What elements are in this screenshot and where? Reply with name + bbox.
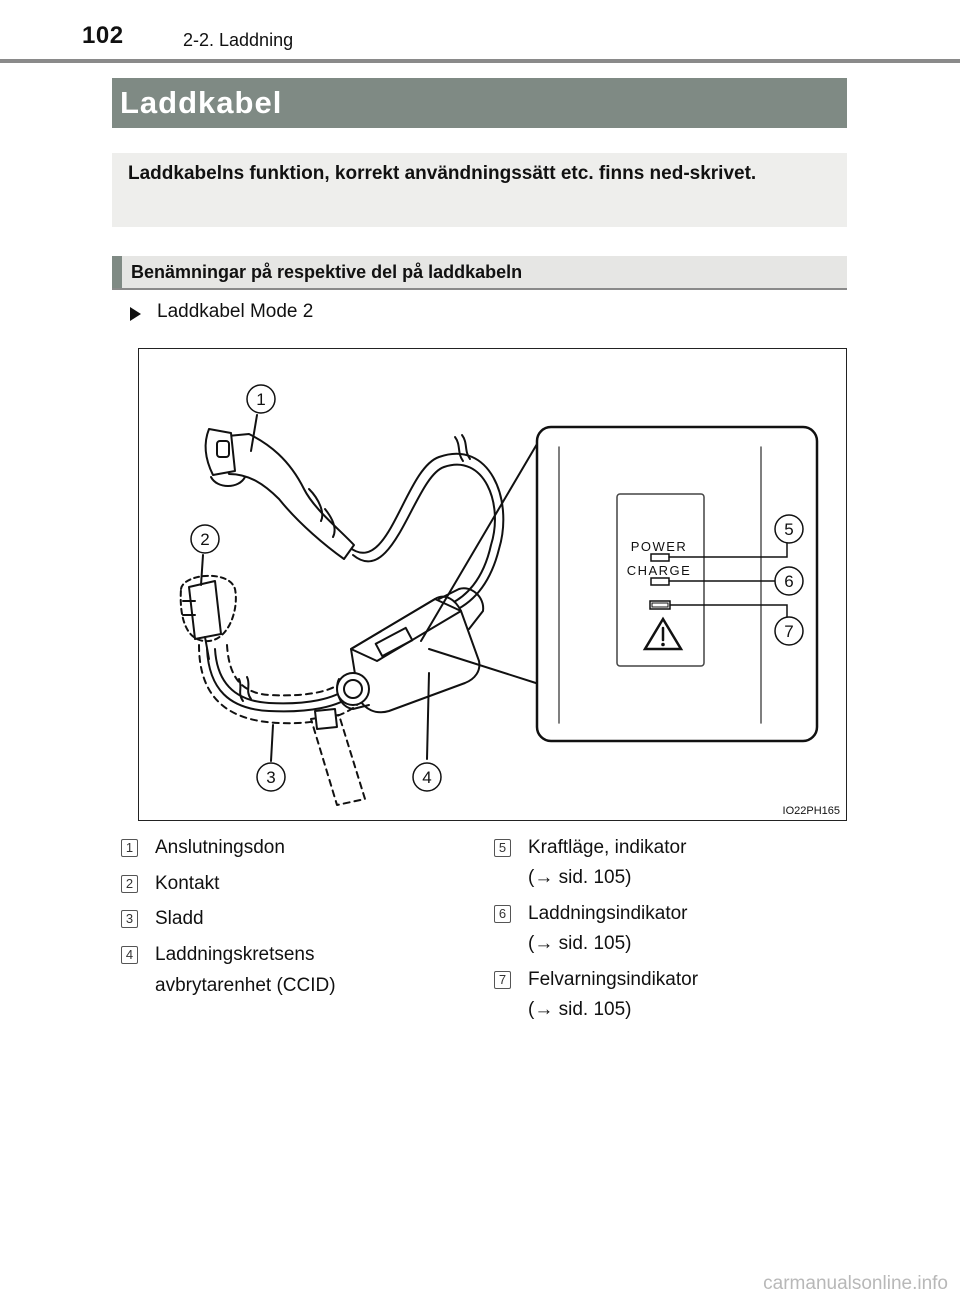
legend-text: Anslutningsdon xyxy=(155,837,285,858)
cable-upper-line-inner xyxy=(353,465,495,604)
header-rule xyxy=(0,59,960,63)
subheading-accent xyxy=(112,256,122,288)
callout-leader-2 xyxy=(201,555,203,585)
plug-body xyxy=(189,581,221,639)
callout-6: 6 xyxy=(784,572,794,591)
triangle-bullet-icon xyxy=(130,307,141,321)
legend-text: Kontakt xyxy=(155,873,220,894)
legend-text: Felvarningsindikator xyxy=(528,969,699,990)
callout-1: 1 xyxy=(256,390,266,409)
bullet-text: Laddkabel Mode 2 xyxy=(157,301,314,322)
subheading xyxy=(112,256,847,290)
legend-text-line2: (→ sid. 105) xyxy=(528,867,632,888)
legend-number: 3 xyxy=(121,910,138,928)
legend-text-line2: avbrytarenhet (CCID) xyxy=(155,975,336,996)
charging-cable-illustration xyxy=(139,349,845,819)
cable-lower-break xyxy=(247,677,251,699)
legend-text: Kraftläge, indikator xyxy=(528,837,687,858)
cable-lower-dashed xyxy=(227,645,345,695)
legend-text: Sladd xyxy=(155,908,204,929)
callout-leader-3 xyxy=(271,725,273,761)
intro-text: Laddkabelns funktion, korrekt användningssätt etc. finns ned-skrivet. xyxy=(128,163,757,184)
callout-2: 2 xyxy=(200,530,210,549)
legend-text-line2: (→ sid. 105) xyxy=(528,999,632,1020)
title-bar xyxy=(112,78,847,128)
watermark: carmanualsonline.info xyxy=(763,1273,948,1294)
cable-tag-clip xyxy=(315,709,337,729)
page-title: Laddkabel xyxy=(120,85,283,120)
power-label: POWER xyxy=(630,539,688,554)
legend-number: 6 xyxy=(494,905,511,923)
ccid-end-ring xyxy=(337,673,369,705)
power-indicator-light xyxy=(651,554,669,561)
legend-number: 7 xyxy=(494,971,511,989)
connector-cap xyxy=(211,477,245,486)
legend-number: 2 xyxy=(121,875,138,893)
cable-upper-line xyxy=(349,454,503,611)
callout-4: 4 xyxy=(422,768,432,787)
connector-face xyxy=(206,429,235,475)
error-indicator-light-inner xyxy=(652,603,668,607)
connector-body xyxy=(217,434,354,559)
charging-cable-figure xyxy=(138,348,847,821)
callout-3: 3 xyxy=(266,768,276,787)
section-label: 2-2. Laddning xyxy=(183,30,294,50)
charge-indicator-light xyxy=(651,578,669,585)
subheading-text: Benämningar på respektive del på laddkabeln xyxy=(131,262,523,282)
charge-label: CHARGE xyxy=(626,563,692,578)
page-number: 102 xyxy=(82,22,124,49)
ccid-box xyxy=(351,597,479,713)
legend-text-line2: (→ sid. 105) xyxy=(528,933,632,954)
legend-number: 1 xyxy=(121,839,138,857)
cable-break-mark xyxy=(455,437,463,461)
intro-box xyxy=(112,153,847,227)
figure-code: IO22PH165 xyxy=(782,805,840,817)
legend-text: Laddningskretsens xyxy=(155,944,315,965)
warning-triangle-icon xyxy=(662,643,665,646)
callout-5: 5 xyxy=(784,520,794,539)
legend-number: 4 xyxy=(121,946,138,964)
legend-text: Laddningsindikator xyxy=(528,903,688,924)
callout-7: 7 xyxy=(784,622,794,641)
legend-number: 5 xyxy=(494,839,511,857)
